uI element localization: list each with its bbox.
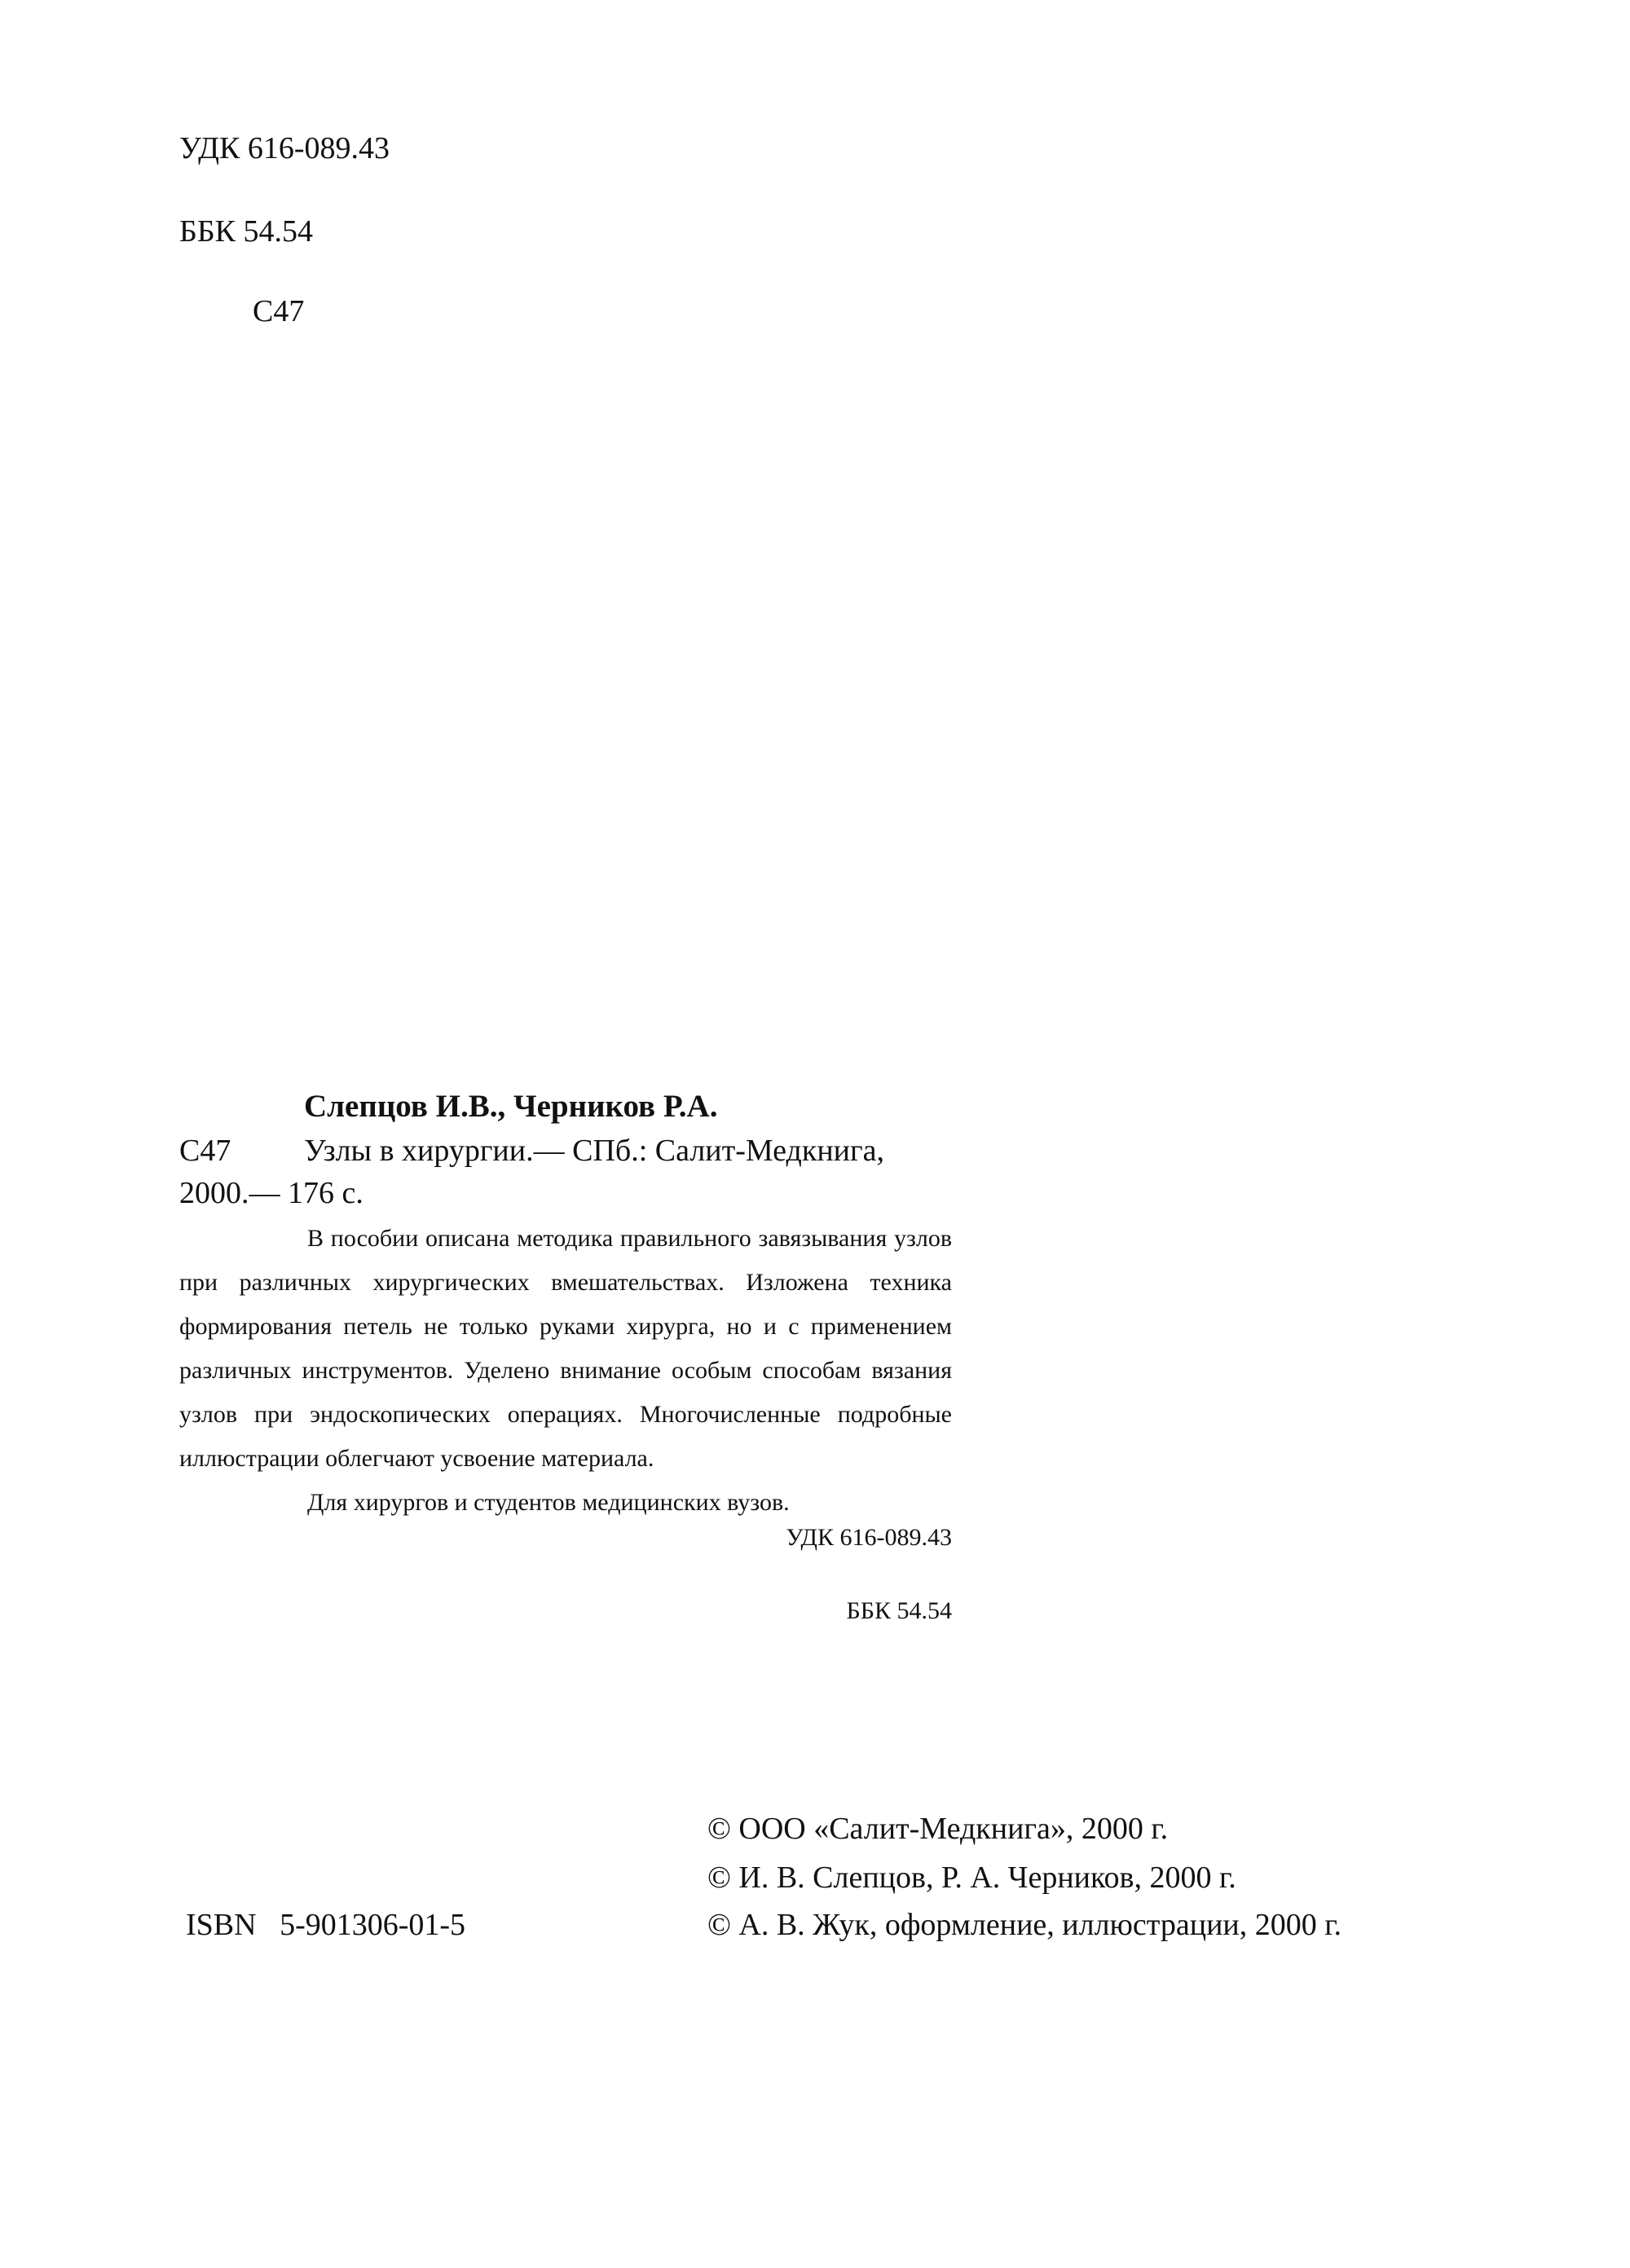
udk-code: УДК 616-089.43: [179, 131, 390, 165]
isbn: ISBN 5-901306-01-5: [186, 1908, 466, 1942]
annotation: [179, 1217, 952, 1525]
card-bbk-code: ББК 54.54: [846, 1597, 952, 1624]
copyright-publisher: © ООО «Салит-Медкнига», 2000 г.: [707, 1812, 1169, 1846]
bbk-code: ББК 54.54: [179, 214, 313, 249]
annotation-text: В пособии описана методика правильного завязывания узлов при различных хирургических вмешательствах. Изложена техника формирования петель не только руками хирурга, но и с применением различных инструментов. Уделено внимание особым способам вязания узлов при эндоскопических операциях. Многочисленные подробные иллюстрации облегчают усвоение материала.: [179, 1225, 952, 1472]
authors: Слепцов И.В., Черников Р.А.: [304, 1089, 718, 1124]
card-udk-code: УДК 616-089.43: [786, 1524, 952, 1551]
author-mark: С47: [253, 294, 305, 328]
book-title: Узлы в хирургии.— СПб.: Салит-Медкнига,: [304, 1134, 884, 1168]
audience-text: Для хирургов и студентов медицинских вузов.: [307, 1489, 790, 1516]
copyright-authors: © И. В. Слепцов, Р. А. Черников, 2000 г.: [707, 1861, 1236, 1895]
publication-details: 2000.— 176 с.: [179, 1176, 363, 1210]
copyright-design: © А. В. Жук, оформление, иллюстрации, 2000 г.: [707, 1908, 1342, 1942]
card-author-mark: С47: [179, 1134, 231, 1168]
